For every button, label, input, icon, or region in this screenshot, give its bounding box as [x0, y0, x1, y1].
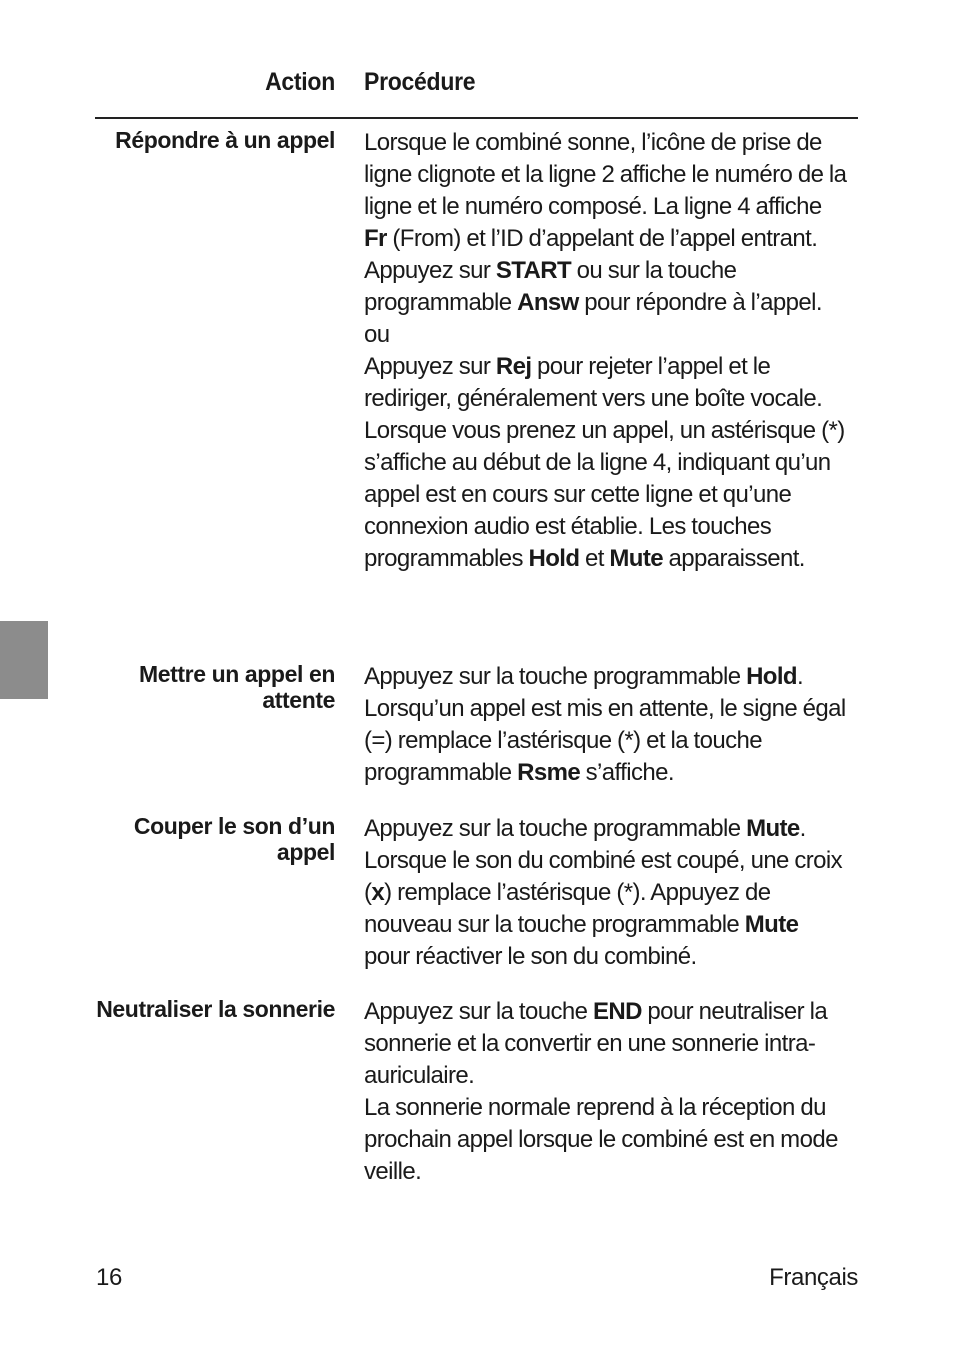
- procedure-paragraph: [364, 127, 848, 255]
- procedure-text: ) remplace l’astérisque (*). Appuyez de nouveau sur la touche programmable: [364, 879, 771, 938]
- procedure-text: pour neutraliser la sonnerie et la convertir en une sonnerie intra-auriculaire.: [364, 998, 828, 1089]
- row-action-label: Couper le son d’un appel: [133, 813, 335, 865]
- procedure-paragraph: [364, 255, 848, 319]
- procedure-text: pour répondre à l’appel.: [578, 289, 822, 316]
- key-term: x: [371, 879, 385, 906]
- procedure-text: Appuyez sur la touche programmable: [364, 815, 747, 842]
- procedure-paragraph: [364, 813, 848, 845]
- procedure-text: Appuyez sur: [364, 257, 496, 284]
- footer-language: Français: [769, 1264, 858, 1291]
- header-rule: [95, 117, 858, 119]
- key-term: Mute: [744, 911, 799, 938]
- procedure-text: Appuyez sur: [364, 353, 496, 380]
- procedure-text: et: [579, 545, 610, 572]
- key-term: Mute: [746, 815, 800, 842]
- procedure-text: Lorsque le combiné sonne, l’icône de prise de ligne clignote et la ligne 2 affiche le numéro de la ligne et le numéro composé. La ligne 4 affiche: [364, 129, 847, 220]
- procedure-text: Appuyez sur la touche programmable: [364, 663, 747, 690]
- row-procedure: [364, 996, 848, 1188]
- procedure-text: s’affiche.: [580, 759, 674, 786]
- key-term: START: [495, 257, 572, 284]
- procedure-paragraph: [364, 351, 848, 415]
- procedure-text: ou sur la touche programmable: [364, 257, 737, 316]
- procedure-paragraph: [364, 1092, 848, 1188]
- procedure-text: Lorsqu’un appel est mis en attente, le signe égal (=) remplace l’astérisque (*) et la touche programmable: [364, 695, 846, 786]
- row-action-label: Répondre à un appel: [115, 127, 335, 153]
- procedure-text: ou: [364, 321, 390, 348]
- row-action-label: Neutraliser la sonnerie: [96, 996, 335, 1022]
- procedure-text: Lorsque vous prenez un appel, un astérisque (*) s’affiche au début de la ligne 4, indiquant qu’un appel est en cours sur cette ligne et qu’une connexion audio est établie. Les touches programmables: [364, 417, 845, 572]
- procedure-text: apparaissent.: [662, 545, 805, 572]
- table-header: [0, 68, 954, 104]
- procedure-paragraph: [364, 319, 848, 351]
- procedure-text: .: [799, 815, 806, 842]
- page-number: 16: [96, 1264, 122, 1291]
- procedure-paragraph: [364, 996, 848, 1092]
- procedure-text: Lorsque le son du combiné est coupé, une croix (: [364, 847, 843, 906]
- procedure-paragraph: [364, 693, 848, 789]
- procedure-text: pour réactiver le son du combiné.: [364, 943, 697, 970]
- row-procedure: [364, 661, 848, 789]
- procedure-text: La sonnerie normale reprend à la réception du prochain appel lorsque le combiné est en mode veille.: [364, 1094, 838, 1185]
- key-term: Hold: [528, 545, 580, 572]
- procedure-paragraph: [364, 845, 848, 973]
- key-term: Fr: [364, 225, 387, 252]
- key-term: Rsme: [517, 759, 581, 786]
- row-procedure: [364, 813, 848, 973]
- key-term: Hold: [746, 663, 797, 690]
- procedure-paragraph: [364, 661, 848, 693]
- column-header-procedure: Procédure: [364, 68, 476, 96]
- row-action-label: Mettre un appel en attente: [139, 661, 335, 713]
- row-procedure: [364, 127, 848, 575]
- procedure-text: .: [796, 663, 804, 690]
- key-term: Rej: [495, 353, 532, 380]
- procedure-paragraph: [364, 415, 848, 575]
- procedure-text: (From) et l’ID d’appelant de l’appel entrant.: [386, 225, 818, 252]
- key-term: END: [592, 998, 642, 1025]
- key-term: Mute: [609, 545, 663, 572]
- key-term: Answ: [517, 289, 579, 316]
- procedure-text: Appuyez sur la touche: [364, 998, 593, 1025]
- column-header-action: Action: [265, 68, 335, 96]
- section-tab-marker: [0, 621, 48, 699]
- procedure-text: pour rejeter l’appel et le rediriger, généralement vers une boîte vocale.: [364, 353, 823, 412]
